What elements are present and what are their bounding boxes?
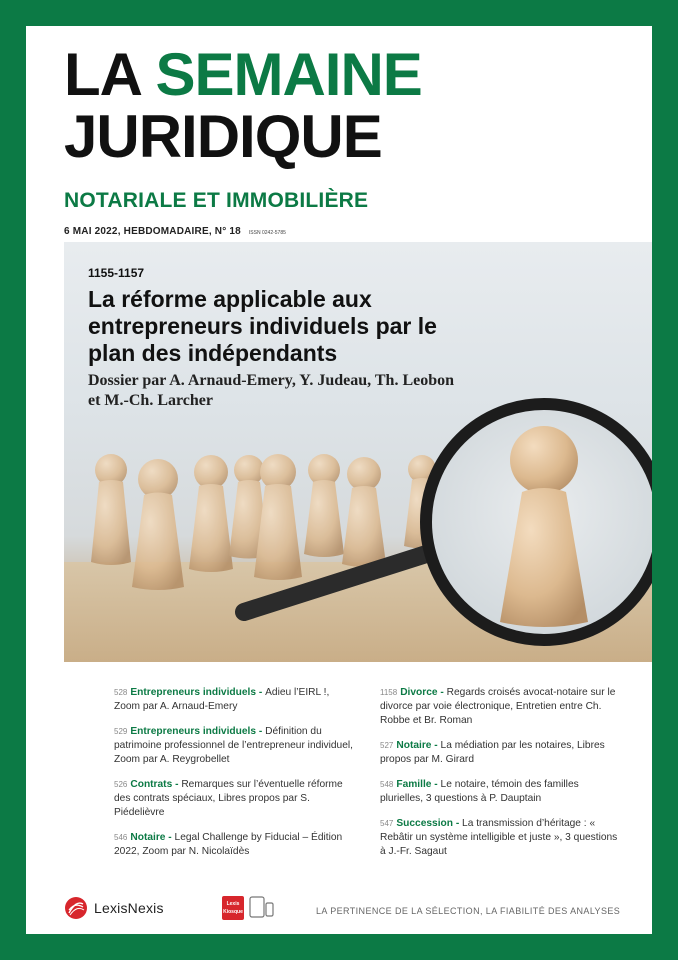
- publisher-name: LexisNexis: [94, 900, 164, 916]
- tagline: LA PERTINENCE DE LA SÉLECTION, LA FIABILITÉ DES ANALYSES: [316, 906, 621, 916]
- toc-item[interactable]: [380, 778, 620, 806]
- lexis-kiosque-icon[interactable]: [222, 896, 244, 920]
- toc-item[interactable]: [380, 739, 620, 767]
- toc-text: Définition du patrimoine professionnel de l’entrepreneur individuel, Zoom par A. Reygrobellet: [114, 726, 353, 765]
- toc-text: La transmission d’héritage : « Rebâtir un système intelligible et juste », 3 questions à J.-Fr. Sagaut: [380, 818, 618, 857]
- toc-category: Succession: [396, 818, 453, 829]
- toc-separator: -: [452, 818, 463, 829]
- cover-story-byline: Dossier par A. Arnaud-Emery, Y. Judeau, Th. Leobon et M.-Ch. Larcher: [88, 372, 455, 409]
- toc-category: Famille: [396, 779, 432, 790]
- issue-info: [64, 226, 286, 237]
- cover-story-headline[interactable]: La réforme applicable aux entrepreneurs individuels par le plan des indépendants: [88, 286, 437, 366]
- toc-category: Notaire: [396, 740, 432, 751]
- lexisnexis-logo[interactable]: [64, 896, 164, 920]
- toc-item[interactable]: [380, 686, 620, 728]
- toc-left-column: [114, 686, 354, 870]
- masthead: [64, 41, 422, 170]
- toc-separator: -: [256, 726, 266, 737]
- toc-text: Le notaire, témoin des familles plurielles, 3 questions à P. Dauptain: [380, 779, 579, 804]
- title-line-1: [64, 41, 422, 108]
- cover-story-pages: 1155-1157: [88, 266, 145, 280]
- toc-category: Entrepreneurs individuels: [130, 687, 257, 698]
- title-line-2: JURIDIQUE: [64, 103, 382, 170]
- toc-number: 548: [380, 780, 394, 789]
- toc-text: Adieu l’EIRL !, Zoom par A. Arnaud-Emery: [114, 687, 330, 712]
- issn: ISSN 0242-5785: [248, 230, 286, 236]
- toc-item[interactable]: [114, 725, 354, 767]
- toc-separator: -: [165, 832, 175, 843]
- toc-separator: -: [437, 687, 447, 698]
- kiosque-label-2: Kiosque: [223, 909, 243, 915]
- toc-item[interactable]: [114, 778, 354, 820]
- cover-story: [88, 266, 488, 411]
- toc-text: La médiation par les notaires, Libres propos par M. Girard: [380, 740, 605, 765]
- magazine-cover: [26, 26, 652, 934]
- toc-text: Remarques sur l’éventuelle réforme des contrats spéciaux, Libres propos par S. Piédelièvre: [114, 779, 343, 818]
- toc-category: Entrepreneurs individuels: [130, 726, 257, 737]
- toc-item[interactable]: [380, 817, 620, 859]
- toc-number: 526: [114, 780, 128, 789]
- toc-number: 527: [380, 741, 394, 750]
- toc-category: Divorce: [400, 687, 438, 698]
- lexisnexis-logo-icon: [64, 896, 88, 920]
- title-semaine: SEMAINE: [155, 41, 422, 108]
- toc-right-column: [380, 686, 620, 870]
- kiosque-label-1: Lexis: [226, 901, 240, 907]
- toc-item[interactable]: [114, 686, 354, 714]
- toc-text: Regards croisés avocat-notaire sur le divorce par voie électronique, Entretien entre Ch. Robbe et Br. Roman: [380, 687, 616, 726]
- toc-number: 1158: [380, 688, 398, 697]
- tablet-icon: [250, 897, 264, 917]
- toc-separator: -: [256, 687, 266, 698]
- toc-number: 528: [114, 688, 128, 697]
- toc-number: 529: [114, 727, 128, 736]
- toc-number: 546: [114, 833, 128, 842]
- toc-separator: -: [172, 779, 182, 790]
- cover-photo: [64, 242, 652, 662]
- phone-icon: [266, 903, 273, 916]
- toc-category: Notaire: [130, 832, 166, 843]
- toc-text: Legal Challenge by Fiducial – Édition 2022, Zoom par N. Nicolaïdès: [114, 832, 343, 857]
- toc-separator: -: [431, 779, 441, 790]
- toc-number: 547: [380, 819, 394, 828]
- publication-subtitle: NOTARIALE ET IMMOBILIÈRE: [64, 189, 369, 212]
- title-la: LA: [64, 41, 140, 108]
- tablet-phone-icon: [248, 894, 274, 920]
- toc-item[interactable]: [114, 831, 354, 859]
- toc-category: Contrats: [130, 779, 173, 790]
- toc-separator: -: [431, 740, 441, 751]
- issue-date: 6 MAI 2022, HEBDOMADAIRE, N° 18: [64, 226, 241, 237]
